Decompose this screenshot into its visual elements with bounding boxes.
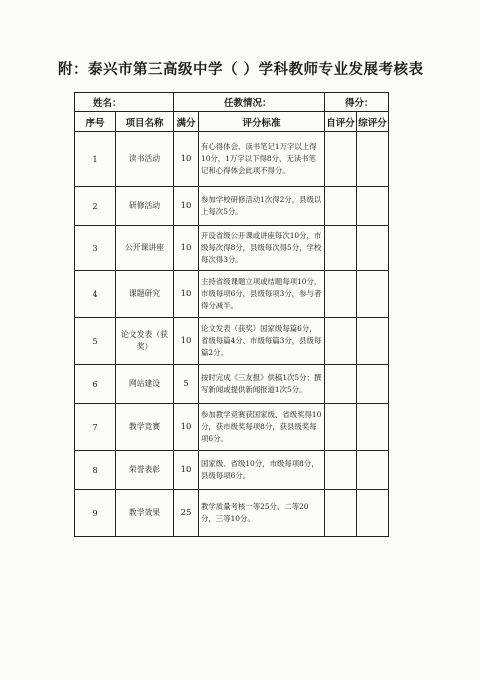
row-full: 10 bbox=[174, 404, 199, 451]
header-self: 自评分 bbox=[325, 112, 357, 132]
header-full: 满分 bbox=[174, 112, 199, 132]
row-item: 课题研究 bbox=[116, 271, 174, 318]
header-criteria: 评分标准 bbox=[199, 112, 325, 132]
table-row bbox=[75, 490, 389, 537]
table-row bbox=[75, 187, 389, 226]
row-overall-score[interactable] bbox=[357, 132, 389, 187]
row-full: 10 bbox=[174, 271, 199, 318]
row-self-score[interactable] bbox=[325, 365, 357, 404]
row-criteria: 参加教学竞赛获国家级、省级奖得10分，获市级奖每项8分，获县级奖每项6分。 bbox=[199, 404, 325, 451]
header-row bbox=[75, 112, 389, 132]
row-seq: 7 bbox=[75, 404, 116, 451]
row-full: 10 bbox=[174, 187, 199, 226]
teaching-label: 任教情况： bbox=[224, 98, 272, 109]
table-row bbox=[75, 271, 389, 318]
row-item: 公开课讲座 bbox=[116, 226, 174, 271]
row-full: 10 bbox=[174, 132, 199, 187]
row-item: 荣誉表彰 bbox=[116, 451, 174, 490]
row-self-score[interactable] bbox=[325, 226, 357, 271]
page-title: 附：泰兴市第三高级中学（ ）学科教师专业发展考核表 bbox=[58, 61, 424, 78]
header-overall: 综评分 bbox=[357, 112, 389, 132]
name-label: 姓名： bbox=[93, 98, 122, 109]
table-row bbox=[75, 404, 389, 451]
header-seq: 序号 bbox=[75, 112, 116, 132]
name-cell[interactable] bbox=[75, 93, 174, 112]
row-seq: 8 bbox=[75, 451, 116, 490]
row-self-score[interactable] bbox=[325, 132, 357, 187]
row-overall-score[interactable] bbox=[357, 318, 389, 365]
row-criteria: 开设省级公开课或讲座每次10分，市级每次得8分，县级每次得5分，学校每次得3分。 bbox=[199, 226, 325, 271]
table-row bbox=[75, 132, 389, 187]
row-criteria: 参加学校研修活动1次得2分，县级以上每次5分。 bbox=[199, 187, 325, 226]
row-seq: 6 bbox=[75, 365, 116, 404]
row-seq: 9 bbox=[75, 490, 116, 537]
row-full: 25 bbox=[174, 490, 199, 537]
row-criteria: 教学质量考核一等25分、二等20分，三等10分。 bbox=[199, 490, 325, 537]
row-overall-score[interactable] bbox=[357, 490, 389, 537]
row-item: 论文发表（获奖） bbox=[116, 318, 174, 365]
row-full: 10 bbox=[174, 226, 199, 271]
row-overall-score[interactable] bbox=[357, 451, 389, 490]
teaching-cell[interactable] bbox=[174, 93, 325, 112]
row-self-score[interactable] bbox=[325, 187, 357, 226]
row-self-score[interactable] bbox=[325, 451, 357, 490]
row-overall-score[interactable] bbox=[357, 365, 389, 404]
row-self-score[interactable] bbox=[325, 271, 357, 318]
row-item: 读书活动 bbox=[116, 132, 174, 187]
row-overall-score[interactable] bbox=[357, 226, 389, 271]
header-item: 项目名称 bbox=[116, 112, 174, 132]
row-self-score[interactable] bbox=[325, 404, 357, 451]
row-seq: 2 bbox=[75, 187, 116, 226]
table-row bbox=[75, 318, 389, 365]
info-row bbox=[75, 93, 389, 112]
row-seq: 1 bbox=[75, 132, 116, 187]
row-seq: 5 bbox=[75, 318, 116, 365]
row-item: 教学效果 bbox=[116, 490, 174, 537]
row-item: 教学竞赛 bbox=[116, 404, 174, 451]
row-seq: 4 bbox=[75, 271, 116, 318]
score-cell[interactable] bbox=[325, 93, 389, 112]
row-full: 10 bbox=[174, 451, 199, 490]
row-overall-score[interactable] bbox=[357, 404, 389, 451]
row-overall-score[interactable] bbox=[357, 187, 389, 226]
table-row bbox=[75, 451, 389, 490]
row-self-score[interactable] bbox=[325, 490, 357, 537]
row-full: 10 bbox=[174, 318, 199, 365]
row-criteria: 按时完成《三友报》供稿1次5分；撰写新闻或提供新闻报道1次5分。 bbox=[199, 365, 325, 404]
row-item: 研修活动 bbox=[116, 187, 174, 226]
row-full: 5 bbox=[174, 365, 199, 404]
row-criteria: 有心得体会、读书笔记1万字以上得10分，1万字以下得8分，无读书笔记和心得体会此项不得分。 bbox=[199, 132, 325, 187]
row-criteria: 论文发表（获奖）国家级每篇6分，省级每篇4分、市级每篇3分，县级每篇2分。 bbox=[199, 318, 325, 365]
row-seq: 3 bbox=[75, 226, 116, 271]
table-row bbox=[75, 226, 389, 271]
assessment-table bbox=[74, 92, 389, 537]
table-row bbox=[75, 365, 389, 404]
row-overall-score[interactable] bbox=[357, 271, 389, 318]
score-label: 得分： bbox=[345, 98, 374, 109]
row-self-score[interactable] bbox=[325, 318, 357, 365]
row-criteria: 国家级、省级10分，市级每项8分，县级每项6分。 bbox=[199, 451, 325, 490]
row-criteria: 主持省级课题立项或结题每项10分，市级每项6分，县级每项3分，参与者得分减半。 bbox=[199, 271, 325, 318]
row-item: 网站建设 bbox=[116, 365, 174, 404]
